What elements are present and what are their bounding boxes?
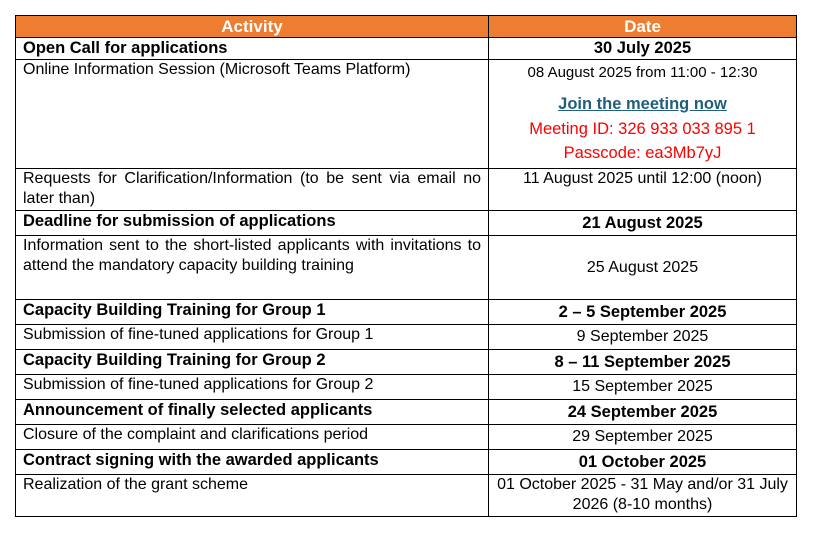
activity-cell: Requests for Clarification/Information (to be sent via email no later than) xyxy=(16,169,489,211)
schedule-table xyxy=(15,15,797,517)
activity-cell: Deadline for submission of applications xyxy=(16,211,489,236)
date-cell: 01 October 2025 xyxy=(489,450,797,475)
join-meeting-link[interactable]: Join the meeting now xyxy=(558,95,727,113)
activity-cell: Submission of fine-tuned applications for Group 1 xyxy=(16,325,489,350)
table-row xyxy=(16,350,797,375)
session-date: 08 August 2025 from 11:00 - 12:30 xyxy=(527,64,758,81)
table-row xyxy=(16,169,797,211)
header-row xyxy=(16,16,797,38)
date-cell: 9 September 2025 xyxy=(489,325,797,350)
activity-cell: Submission of fine-tuned applications for Group 2 xyxy=(16,375,489,400)
activity-cell: Open Call for applications xyxy=(16,38,489,60)
date-cell: 15 September 2025 xyxy=(489,375,797,400)
table-row xyxy=(16,375,797,400)
date-cell: 21 August 2025 xyxy=(489,211,797,236)
table-row xyxy=(16,450,797,475)
activity-column-header: Activity xyxy=(16,16,489,38)
table-row xyxy=(16,38,797,60)
date-cell: 8 – 11 September 2025 xyxy=(489,350,797,375)
activity-cell: Closure of the complaint and clarifications period xyxy=(16,425,489,450)
date-cell xyxy=(489,60,797,169)
meeting-id: Meeting ID: 326 933 033 895 1 xyxy=(529,120,756,138)
activity-cell: Information sent to the short-listed applicants with invitations to attend the mandatory capacity building training xyxy=(16,236,489,300)
activity-cell: Announcement of finally selected applicants xyxy=(16,400,489,425)
table-row xyxy=(16,475,797,517)
activity-cell: Online Information Session (Microsoft Teams Platform) xyxy=(16,60,489,169)
table-row xyxy=(16,325,797,350)
table-row xyxy=(16,300,797,325)
date-column-header: Date xyxy=(489,16,797,38)
table-row xyxy=(16,400,797,425)
meeting-passcode: Passcode: ea3Mb7yJ xyxy=(563,144,722,162)
activity-cell: Capacity Building Training for Group 1 xyxy=(16,300,489,325)
activity-cell: Realization of the grant scheme xyxy=(16,475,489,517)
table-row xyxy=(16,425,797,450)
date-cell: 01 October 2025 - 31 May and/or 31 July 2026 (8-10 months) xyxy=(489,475,797,517)
date-cell: 2 – 5 September 2025 xyxy=(489,300,797,325)
activity-cell: Contract signing with the awarded applicants xyxy=(16,450,489,475)
date-cell: 25 August 2025 xyxy=(489,236,797,300)
table-row xyxy=(16,236,797,300)
date-cell: 11 August 2025 until 12:00 (noon) xyxy=(489,169,797,211)
table-row xyxy=(16,60,797,169)
date-cell: 30 July 2025 xyxy=(489,38,797,60)
date-cell: 29 September 2025 xyxy=(489,425,797,450)
table-row xyxy=(16,211,797,236)
date-cell: 24 September 2025 xyxy=(489,400,797,425)
activity-cell: Capacity Building Training for Group 2 xyxy=(16,350,489,375)
